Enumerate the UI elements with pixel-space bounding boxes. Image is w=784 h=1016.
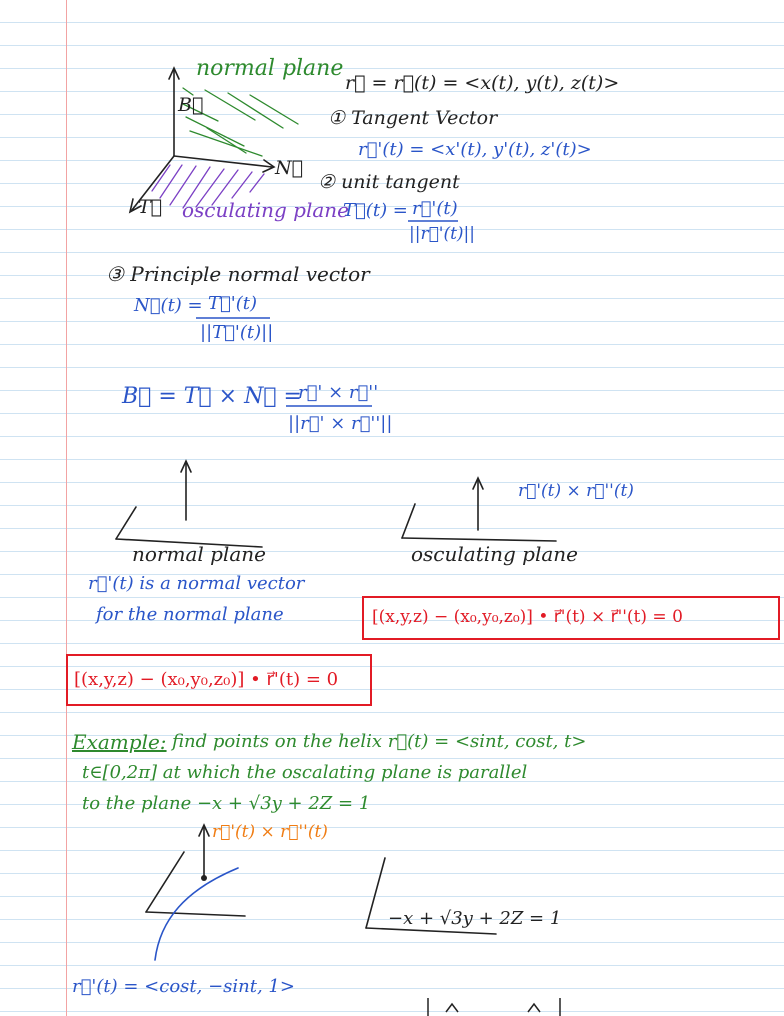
normal-vector-note-line2: for the normal plane xyxy=(96,604,284,625)
axes-diagram xyxy=(130,68,274,212)
plane-equation-label: −x + √3y + 2Z = 1 xyxy=(388,908,562,929)
item3-title: ③ Principle normal vector xyxy=(106,262,370,286)
normal-vector-note-line1: r⃗'(t) is a normal vector xyxy=(88,573,305,594)
item2-lhs: T⃗(t) = xyxy=(343,200,408,221)
item3-denominator: ||T⃗'(t)|| xyxy=(200,322,274,343)
osculating-plane-label: osculating plane xyxy=(182,198,350,222)
example-label: Example: xyxy=(72,730,167,754)
normal-plane-equation: [(x,y,z) − (x₀,y₀,z₀)] • r⃗'(t) = 0 xyxy=(74,669,339,690)
example-vector-label: r⃗'(t) × r⃗''(t) xyxy=(212,822,328,842)
example-line3: to the plane −x + √3y + 2Z = 1 xyxy=(82,793,371,814)
normal-plane-label: normal plane xyxy=(196,56,344,81)
example-line2: t∈[0,2π] at which the oscalating plane is parallel xyxy=(82,762,528,783)
tangent-label: T⃗ xyxy=(138,196,163,218)
binormal-numerator: r⃗' × r⃗'' xyxy=(298,382,379,403)
normal-plane-sketch xyxy=(116,461,262,547)
item2-title: ② unit tangent xyxy=(318,171,460,193)
normal-plane-caption: normal plane xyxy=(132,542,266,566)
matrix-partial xyxy=(428,998,560,1016)
item1-formula: r⃗'(t) = <x'(t), y'(t), z'(t)> xyxy=(358,139,592,160)
binormal-label: B⃗ xyxy=(178,94,204,116)
osculating-plane-equation-box xyxy=(362,596,780,640)
item3-lhs: N⃗(t) = xyxy=(134,295,203,316)
normal-label: N⃗ xyxy=(275,157,304,179)
item3-numerator: T⃗'(t) xyxy=(208,293,258,314)
binormal-lhs: B⃗ = T⃗ × N⃗ = xyxy=(122,384,302,409)
r-prime-formula: r⃗'(t) = <cost, −sint, 1> xyxy=(72,976,295,997)
osculating-plane-equation: [(x,y,z) − (x₀,y₀,z₀)] • r⃗'(t) × r⃗''(t) = 0 xyxy=(372,607,683,627)
example-line1: find points on the helix r⃗(t) = <sint, cost, t> xyxy=(172,731,587,752)
item1-title: ① Tangent Vector xyxy=(328,107,498,129)
binormal-denominator: ||r⃗' × r⃗''|| xyxy=(288,413,393,434)
item2-numerator: r⃗'(t) xyxy=(412,198,458,219)
item2-denominator: ||r⃗'(t)|| xyxy=(409,224,476,244)
osculating-plane-caption: osculating plane xyxy=(411,542,579,566)
helix-sketch xyxy=(146,825,496,960)
osculating-normal-vector-label: r⃗'(t) × r⃗''(t) xyxy=(518,481,634,501)
normal-plane-equation-box xyxy=(66,654,372,706)
position-vector-definition: r⃗ = r⃗(t) = <x(t), y(t), z(t)> xyxy=(345,72,620,94)
